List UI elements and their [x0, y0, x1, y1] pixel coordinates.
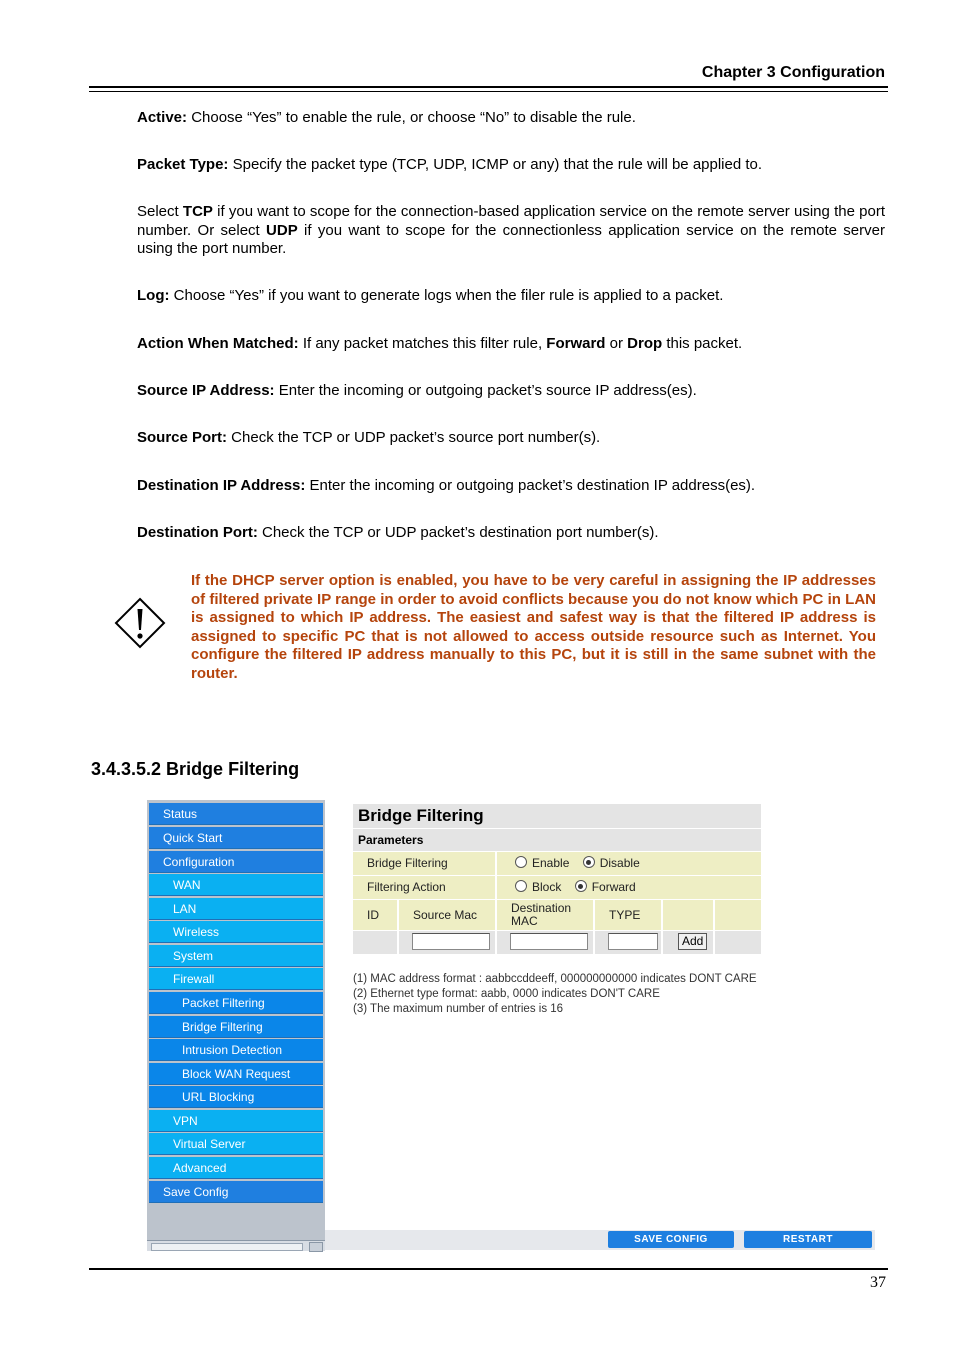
sidebar-item-configuration[interactable]: Configuration	[149, 851, 323, 873]
para-packet-type: Packet Type: Specify the packet type (TCP, UDP, ICMP or any) that the rule will be applied to.	[137, 156, 763, 173]
sidebar-item-bridge-filtering[interactable]: Bridge Filtering	[149, 1016, 323, 1038]
parameters-header: Parameters	[353, 829, 761, 851]
sidebar-item-status[interactable]: Status	[149, 803, 323, 825]
sidebar-item-packet-filtering[interactable]: Packet Filtering	[149, 992, 323, 1014]
filtering-action-label: Filtering Action	[353, 876, 495, 899]
para-source-ip: Source IP Address: Enter the incoming or outgoing packet’s source IP address(es).	[137, 382, 697, 399]
para-destination-port: Destination Port: Check the TCP or UDP packet’s destination port number(s).	[137, 524, 659, 541]
warning-text: If the DHCP server option is enabled, you have to be very careful in assigning the IP addresses of filtered private IP range in order to avoid conflicts because you do not know which PC in LAN is assigned to which IP address. The easiest and safest way is that the filtered IP address is assigned to specific PC that is not allowed to access outside resource such as Internet. You configure the filtered IP address manually to this PC, but it is still in the same subnet with the router.	[191, 572, 876, 682]
page-number: 37	[870, 1274, 886, 1291]
col-type: TYPE	[595, 900, 661, 930]
warning-icon	[114, 597, 166, 649]
sidebar-item-virtual-server[interactable]: Virtual Server	[149, 1133, 323, 1155]
router-ui-screenshot	[147, 800, 875, 1250]
sidebar-item-firewall[interactable]: Firewall	[149, 968, 323, 990]
sidebar-item-system[interactable]: System	[149, 945, 323, 967]
sidebar-item-url-blocking[interactable]: URL Blocking	[149, 1086, 323, 1108]
footer-rule	[89, 1268, 888, 1270]
sidebar-item-wireless[interactable]: Wireless	[149, 921, 323, 943]
header-rule-thin	[89, 91, 888, 92]
para-action-when-matched: Action When Matched: If any packet matches this filter rule, Forward or Drop this packet.	[137, 335, 743, 352]
sidebar-item-lan[interactable]: LAN	[149, 898, 323, 920]
sidebar-item-save-config[interactable]: Save Config	[149, 1181, 323, 1203]
para-active: Active: Choose “Yes” to enable the rule, or choose “No” to disable the rule.	[137, 109, 636, 126]
scroll-arrow-icon[interactable]	[309, 1242, 323, 1252]
col-destination-mac: Destination MAC	[497, 900, 593, 930]
sidebar-scrollbar[interactable]	[147, 1240, 325, 1251]
panel-title: Bridge Filtering	[353, 804, 761, 828]
main-panel	[325, 800, 875, 1250]
col-source-mac: Source Mac	[399, 900, 495, 930]
add-button[interactable]: Add	[678, 933, 707, 950]
save-config-button[interactable]: SAVE CONFIG	[608, 1231, 734, 1248]
note-mac-format: (1) MAC address format : aabbccddeeff, 000000000000 indicates DONT CARE	[353, 973, 757, 985]
sidebar-item-vpn[interactable]: VPN	[149, 1110, 323, 1132]
sidebar-nav	[147, 800, 325, 1250]
new-row-id	[353, 931, 397, 954]
sidebar-item-advanced[interactable]: Advanced	[149, 1157, 323, 1179]
col-extra	[715, 900, 761, 930]
section-heading: 3.4.3.5.2 Bridge Filtering	[91, 759, 300, 779]
note-ethernet-type: (2) Ethernet type format: aabb, 0000 indicates DON'T CARE	[353, 988, 660, 1000]
block-radio[interactable]	[515, 880, 527, 892]
col-action	[663, 900, 713, 930]
disable-radio[interactable]	[583, 856, 595, 868]
filtering-action-options: Block Forward	[497, 876, 761, 899]
para-source-port: Source Port: Check the TCP or UDP packet’s source port number(s).	[137, 429, 601, 446]
para-select-protocol: Select TCP if you want to scope for the connection-based application service on the remote server using the port number. Or select UDP if you want to scope for the connectionless application service on the remote server using the port number.	[137, 203, 886, 257]
forward-radio[interactable]	[575, 880, 587, 892]
restart-button[interactable]: RESTART	[744, 1231, 872, 1248]
chapter-header: Chapter 3 Configuration	[701, 64, 885, 81]
sidebar-item-wan[interactable]: WAN	[149, 874, 323, 896]
enable-radio[interactable]	[515, 856, 527, 868]
para-log: Log: Choose “Yes” if you want to generate logs when the filer rule is applied to a packet.	[137, 287, 724, 304]
bridge-filtering-options: Enable Disable	[497, 852, 761, 875]
scrollbar-thumb[interactable]	[151, 1243, 303, 1251]
sidebar-item-quick-start[interactable]: Quick Start	[149, 827, 323, 849]
type-input[interactable]	[608, 933, 658, 950]
header-rule	[89, 86, 888, 88]
new-row-extra-cell	[715, 931, 761, 954]
para-destination-ip: Destination IP Address: Enter the incoming or outgoing packet’s destination IP address(es).	[137, 477, 756, 494]
note-max-entries: (3) The maximum number of entries is 16	[353, 1003, 564, 1015]
destination-mac-input[interactable]	[510, 933, 588, 950]
source-mac-input[interactable]	[412, 933, 490, 950]
sidebar-item-intrusion-detection[interactable]: Intrusion Detection	[149, 1039, 323, 1061]
sidebar-item-block-wan-request[interactable]: Block WAN Request	[149, 1063, 323, 1085]
bridge-filtering-label: Bridge Filtering	[353, 852, 495, 875]
col-id: ID	[353, 900, 397, 930]
